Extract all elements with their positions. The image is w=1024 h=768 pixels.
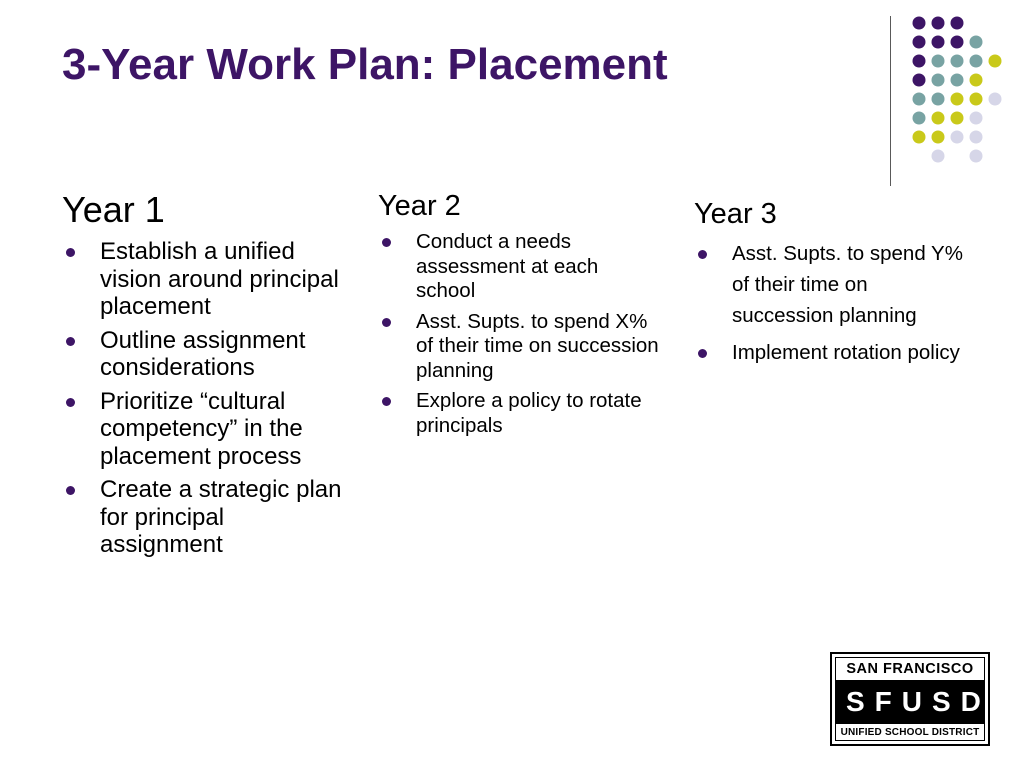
decorative-dot bbox=[932, 55, 945, 68]
list-item bbox=[62, 476, 352, 559]
year-1-column bbox=[62, 188, 352, 559]
decorative-dot bbox=[951, 131, 964, 144]
list-item bbox=[694, 238, 974, 331]
year-2-column bbox=[378, 188, 663, 438]
year-3-heading: Year 3 bbox=[694, 198, 777, 230]
list-item-text: Asst. Supts. to spend X% of their time on succession planning bbox=[416, 309, 659, 382]
list-item bbox=[62, 238, 352, 321]
logo-middle-text: SFUSD bbox=[836, 680, 984, 724]
list-item bbox=[694, 337, 974, 368]
decorative-dot bbox=[932, 112, 945, 125]
decorative-dot bbox=[913, 74, 926, 87]
vertical-divider bbox=[890, 16, 891, 186]
list-item bbox=[62, 327, 352, 382]
logo-frame bbox=[835, 657, 991, 741]
year-2-heading: Year 2 bbox=[378, 190, 461, 222]
logo-bottom-text: UNIFIED SCHOOL DISTRICT bbox=[840, 727, 980, 738]
bullet-icon bbox=[698, 349, 707, 358]
decorative-dot bbox=[970, 112, 983, 125]
year-2-list bbox=[378, 230, 663, 438]
decorative-dot bbox=[913, 131, 926, 144]
decorative-dot bbox=[913, 36, 926, 49]
decorative-dot bbox=[970, 93, 983, 106]
list-item-text: Outline assignment considerations bbox=[100, 326, 306, 381]
list-item-text: Establish a unified vision around principal placement bbox=[100, 238, 339, 320]
decorative-dot bbox=[989, 55, 1002, 68]
bullet-icon bbox=[66, 486, 75, 495]
decorative-dot bbox=[932, 36, 945, 49]
bullet-icon bbox=[382, 397, 391, 406]
decorative-dot bbox=[951, 36, 964, 49]
sfusd-logo bbox=[830, 652, 990, 746]
decorative-dot bbox=[970, 36, 983, 49]
bullet-icon bbox=[66, 337, 75, 346]
decorative-dot bbox=[913, 55, 926, 68]
year-1-heading: Year 1 bbox=[62, 189, 165, 230]
bullet-icon bbox=[66, 248, 75, 257]
decorative-dot bbox=[970, 131, 983, 144]
list-item bbox=[62, 388, 352, 471]
decorative-dot bbox=[951, 74, 964, 87]
list-item-text: Implement rotation policy bbox=[732, 341, 960, 364]
year-1-list bbox=[62, 238, 352, 559]
list-item-text: Explore a policy to rotate principals bbox=[416, 389, 642, 437]
decorative-dot bbox=[932, 131, 945, 144]
decorative-dot bbox=[932, 150, 945, 163]
list-item-text: Conduct a needs assessment at each school bbox=[416, 230, 599, 302]
list-item-text: Prioritize “cultural competency” in the placement process bbox=[100, 387, 303, 470]
dot-grid-icon bbox=[0, 0, 1024, 200]
decorative-dot bbox=[951, 17, 964, 30]
decorative-dot bbox=[970, 150, 983, 163]
list-item-text: Asst. Supts. to spend Y% of their time on succession planning bbox=[732, 242, 963, 327]
bullet-icon bbox=[382, 318, 391, 327]
decorative-dot bbox=[932, 74, 945, 87]
decorative-dot bbox=[951, 112, 964, 125]
year-3-list bbox=[694, 238, 974, 368]
bullet-icon bbox=[698, 250, 707, 259]
list-item bbox=[378, 310, 663, 384]
year-3-column bbox=[694, 196, 974, 368]
decorative-dot bbox=[989, 93, 1002, 106]
decorative-dot bbox=[951, 55, 964, 68]
decorative-dot bbox=[932, 17, 945, 30]
decorative-dot bbox=[913, 93, 926, 106]
decorative-dot bbox=[951, 93, 964, 106]
decorative-dot bbox=[970, 74, 983, 87]
decorative-dot bbox=[932, 93, 945, 106]
bullet-icon bbox=[66, 398, 75, 407]
bullet-icon bbox=[382, 238, 391, 247]
decorative-dot bbox=[913, 17, 926, 30]
decorative-dot bbox=[970, 55, 983, 68]
logo-top-text: SAN FRANCISCO bbox=[846, 661, 974, 677]
list-item-text: Create a strategic plan for principal assignment bbox=[100, 476, 342, 558]
slide-title: 3-Year Work Plan: Placement bbox=[62, 40, 668, 89]
list-item bbox=[378, 230, 663, 304]
decorative-dot bbox=[913, 112, 926, 125]
list-item bbox=[378, 389, 663, 438]
